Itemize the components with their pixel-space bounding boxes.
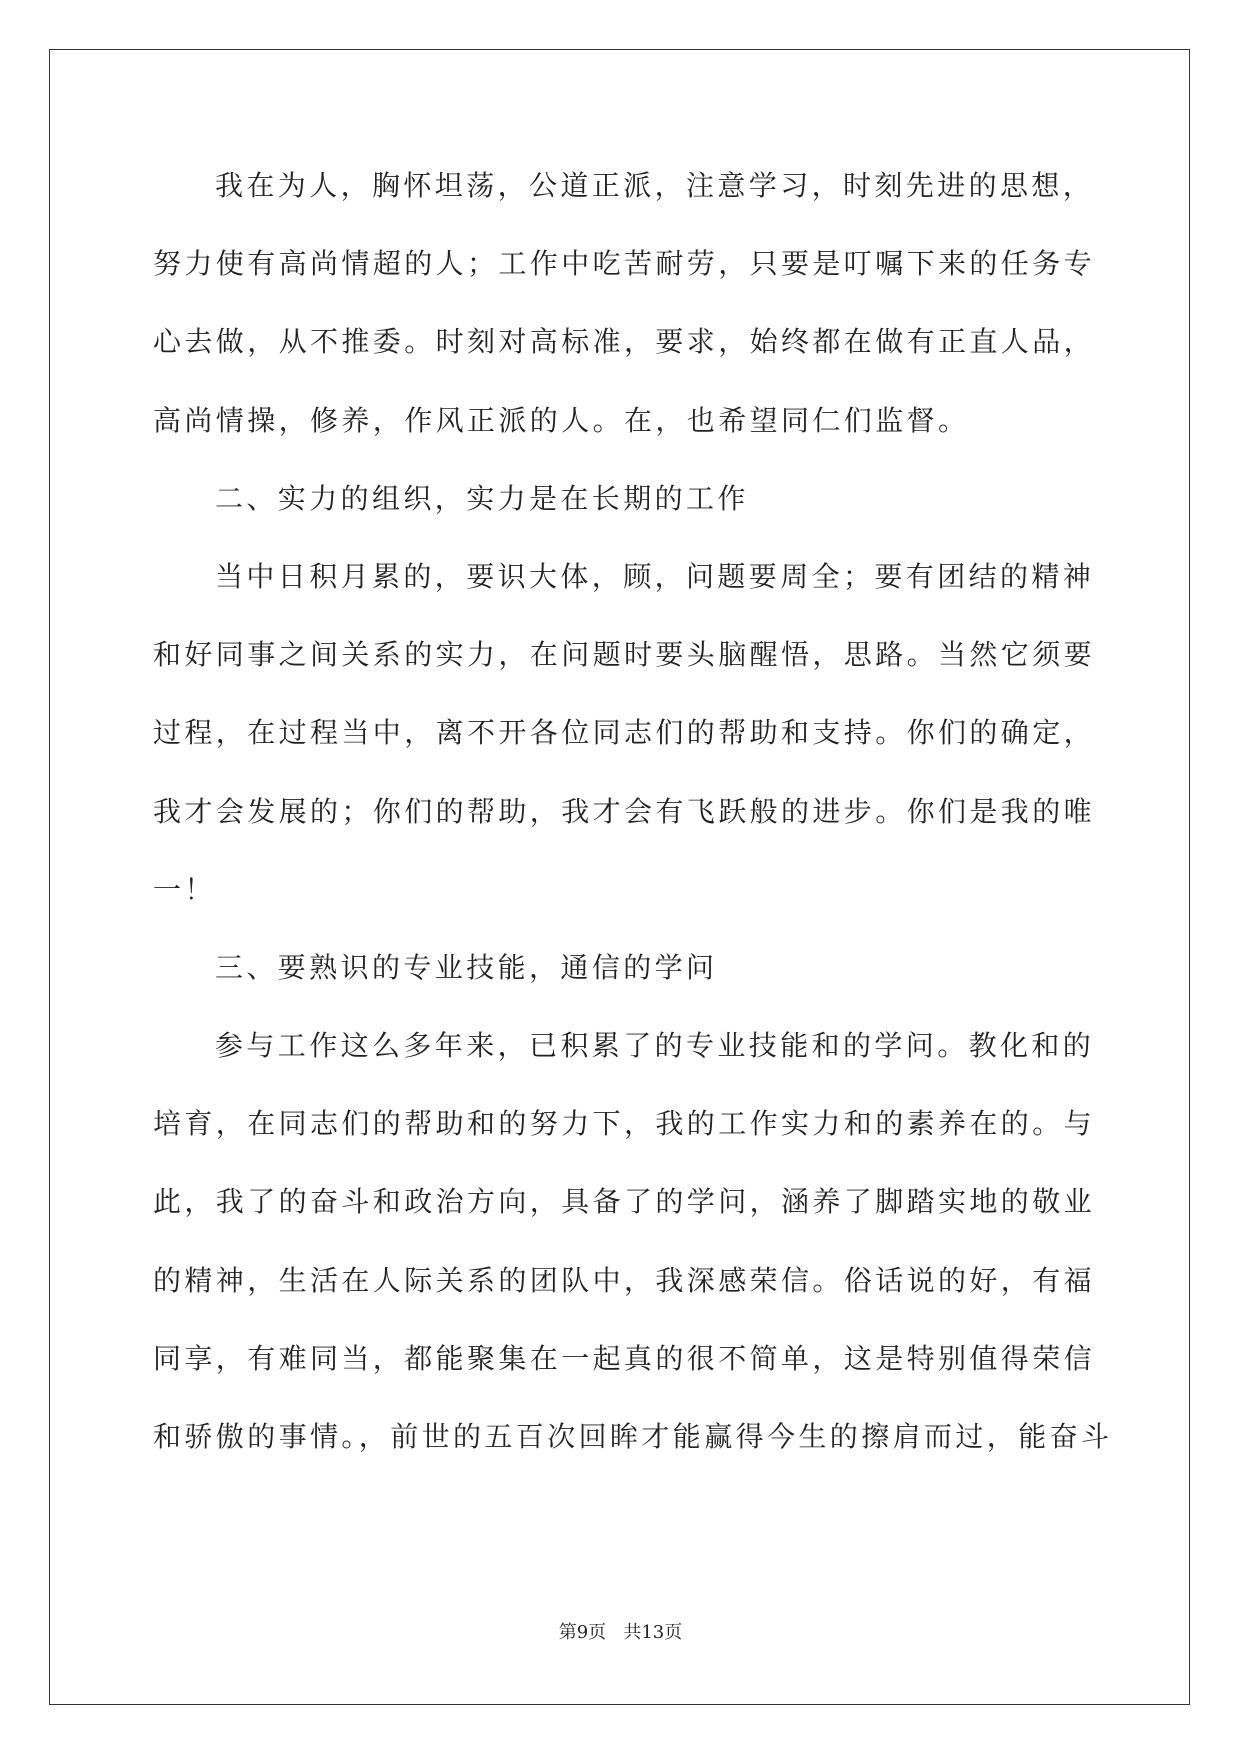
- body-line: 和好同事之间关系的实力，在问题时要头脑醒悟，思路。当然它须要: [153, 638, 1096, 672]
- body-line: 心去做，从不推委。时刻对高标准，要求，始终都在做有正直人品，: [153, 325, 1096, 359]
- body-line: 我在为人，胸怀坦荡，公道正派，注意学习，时刻先进的思想，: [215, 169, 1095, 202]
- body-line: 一！: [153, 872, 216, 906]
- body-line: 努力使有高尚情超的人；工作中吃苦耐劳，只要是叮嘱下来的任务专: [153, 247, 1096, 281]
- page-number: 第9页: [558, 1622, 607, 1643]
- body-line: 我才会发展的；你们的帮助，我才会有飞跃般的进步。你们是我的唯: [153, 794, 1096, 828]
- body-line: 培育，在同志们的帮助和的努力下，我的工作实力和的素养在的。与: [153, 1107, 1096, 1141]
- body-line: 此，我了的奋斗和政治方向，具备了的学问，涵养了脚踏实地的敬业: [153, 1185, 1096, 1219]
- body-line: 当中日积月累的，要识大体，顾，问题要周全；要有团结的精神: [215, 559, 1095, 593]
- body-line: 参与工作这么多年来，已积累了的专业技能和的学问。教化和的: [215, 1029, 1095, 1063]
- section-heading: 三、要熟识的专业技能，通信的学问: [215, 950, 718, 984]
- page-total: 共13页: [623, 1622, 683, 1643]
- body-line: 过程，在过程当中，离不开各位同志们的帮助和支持。你们的确定，: [153, 716, 1096, 750]
- document-body: [153, 163, 1113, 1492]
- body-line: 同享，有难同当，都能聚集在一起真的很不简单，这是特别值得荣信: [153, 1341, 1096, 1375]
- section-heading: 二、实力的组织，实力是在长期的工作: [215, 481, 749, 515]
- body-line: 的精神，生活在人际关系的团队中，我深感荣信。俗话说的好，有福: [153, 1263, 1096, 1297]
- body-line: 高尚情操，修养，作风正派的人。在，也希望同仁们监督。: [153, 403, 970, 437]
- page-footer: [0, 1618, 1241, 1644]
- body-line: 和骄傲的事情。，前世的五百次回眸才能赢得今生的擦肩而过，能奋斗: [153, 1420, 1113, 1453]
